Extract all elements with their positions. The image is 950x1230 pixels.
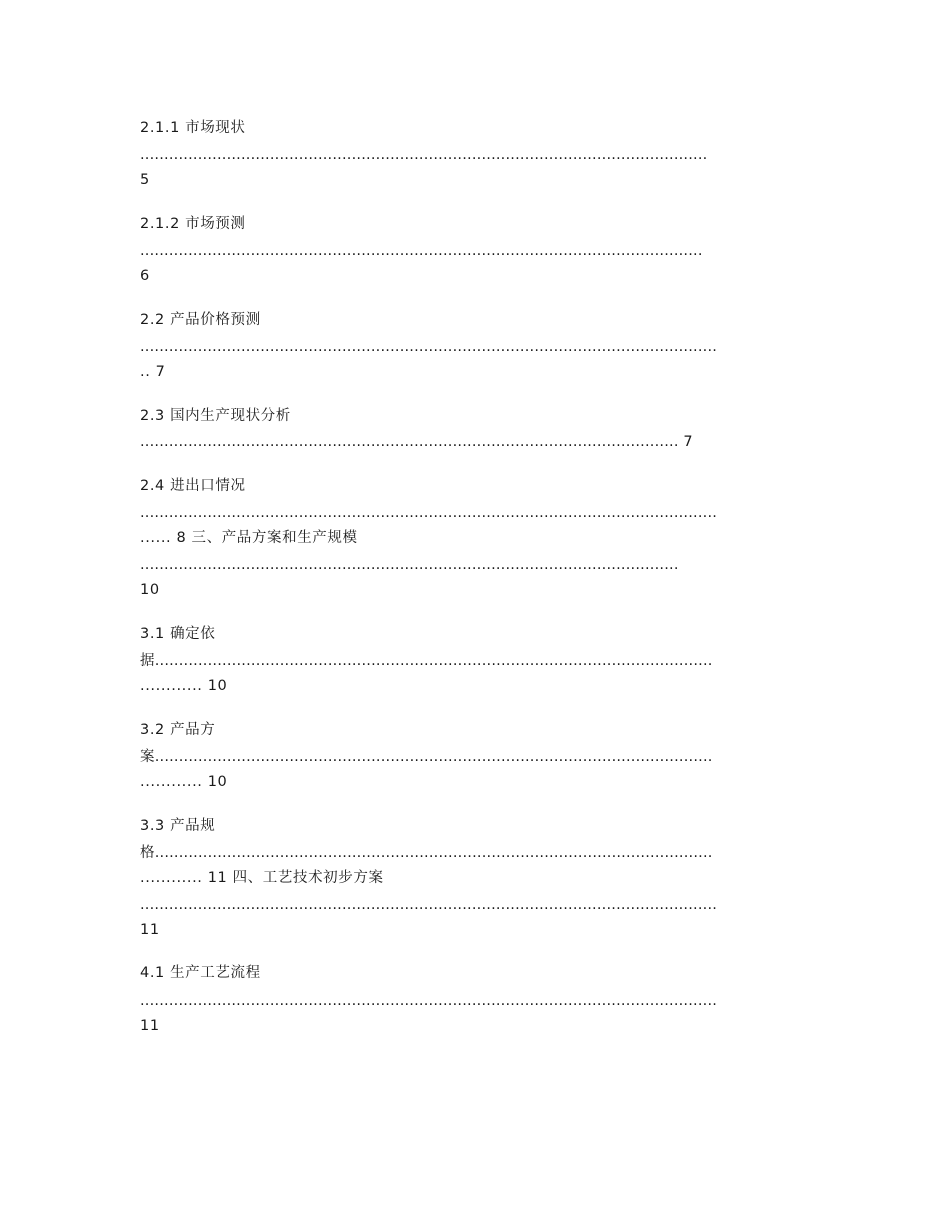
toc-entry-2-2-leader: ........................................................................................................................: [140, 339, 718, 355]
toc-entry-chapter-3-title[interactable]: ...... 8 三、产品方案和生产规模: [140, 530, 358, 546]
toc-entry-chapter-4-title[interactable]: ............ 11 四、工艺技术初步方案: [140, 870, 384, 886]
toc-entry-2-3-leader-page: ................................................................................................................ 7: [140, 434, 693, 450]
toc-entry-chapter-4-leader: ........................................................................................................................: [140, 897, 718, 913]
toc-entry-2-2-page: .. 7: [140, 364, 166, 380]
toc-entry-3-2-page: ............ 10: [140, 774, 228, 790]
toc-entry-chapter-3-leader: ................................................................................................................: [140, 557, 679, 573]
toc-entry-4-1-leader: ........................................................................................................................: [140, 993, 718, 1009]
toc-entry-2-1-1-leader: ......................................................................................................................: [140, 147, 708, 163]
toc-entry-3-3-leader: 格....................................................................................................................: [140, 845, 713, 861]
toc-entry-2-4-leader: ........................................................................................................................: [140, 505, 718, 521]
toc-entry-4-1-title[interactable]: 4.1 生产工艺流程: [140, 965, 261, 981]
toc-entry-2-1-2-title[interactable]: 2.1.2 市场预测: [140, 216, 246, 232]
toc-entry-2-1-2-leader: .....................................................................................................................: [140, 243, 703, 259]
toc-entry-3-1-leader: 据....................................................................................................................: [140, 653, 713, 669]
toc-entry-2-4-title[interactable]: 2.4 进出口情况: [140, 478, 246, 494]
toc-entry-2-1-2-page: 6: [140, 268, 150, 284]
toc-entry-3-2-leader: 案....................................................................................................................: [140, 749, 713, 765]
toc-entry-3-2-title[interactable]: 3.2 产品方: [140, 722, 216, 738]
toc-entry-2-1-1-title[interactable]: 2.1.1 市场现状: [140, 120, 246, 136]
toc-entry-chapter-4-page: 11: [140, 922, 160, 938]
toc-entry-2-1-1-page: 5: [140, 172, 150, 188]
toc-entry-2-2-title[interactable]: 2.2 产品价格预测: [140, 312, 261, 328]
toc-entry-2-3-title[interactable]: 2.3 国内生产现状分析: [140, 408, 291, 424]
toc-entry-chapter-3-page: 10: [140, 582, 160, 598]
toc-entry-3-3-title[interactable]: 3.3 产品规: [140, 818, 216, 834]
toc-entry-3-1-title[interactable]: 3.1 确定依: [140, 626, 216, 642]
toc-entry-3-1-page: ............ 10: [140, 678, 228, 694]
toc-entry-4-1-page: 11: [140, 1018, 160, 1034]
